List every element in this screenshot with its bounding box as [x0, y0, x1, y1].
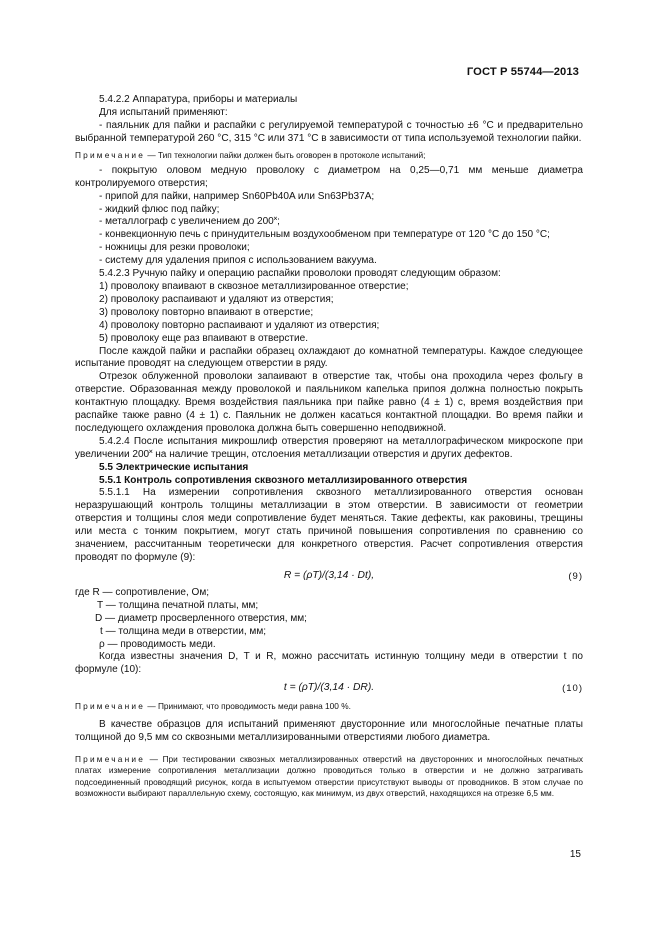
formula-10	[75, 679, 583, 697]
list-item: - покрытую оловом медную проволоку с диаметром на 0,25—0,71 мм меньше диаметра контролируемого отверстия;	[75, 164, 583, 189]
paragraph-intro: Для испытаний применяют:	[99, 106, 228, 118]
note-text: — Тип технологии пайки должен быть оговорен в протоколе испытаний;	[145, 149, 426, 160]
standard-header: ГОСТ Р 55744—2013	[466, 66, 579, 78]
definition-T: T — толщина печатной платы, мм;	[97, 599, 259, 611]
note-label: Примечание	[75, 754, 146, 765]
formula-9-expression: R = (ρT)/(3,14 · Dt),	[283, 569, 375, 581]
section-title-5-4-2-2: 5.4.2.2 Аппаратура, приборы и материалы	[99, 94, 298, 105]
paragraph-known-values: Когда известны значения D, T и R, можно рассчитать истинную толщину меди в отверстии t по формуле (10):	[75, 651, 583, 676]
note-soldering-technology	[75, 150, 583, 161]
page-number: 15	[569, 849, 581, 860]
note-label: Примечание	[75, 701, 146, 712]
step-item: 3) проволоку повторно впаивают в отверстие;	[99, 306, 314, 318]
step-item: 2) проволоку распаивают и удаляют из отверстия;	[99, 293, 334, 305]
list-item: - ножницы для резки проволоки;	[99, 242, 250, 254]
list-item: - жидкий флюс под пайку;	[99, 203, 220, 215]
list-item-soldering-iron: - паяльник для пайки и распайки с регулируемой температурой с точностью ±6 °С и предварительно выбранной температурой 260 °С, 315 °С или 371 °С в зависимости от типа используемой технологии пайки.	[75, 119, 583, 144]
note-testing	[75, 754, 583, 799]
note-label: Примечание	[75, 149, 146, 160]
formula-10-expression: t = (ρT)/(3,14 · DR).	[283, 682, 375, 694]
paragraph-wire: Отрезок облуженной проволоки запаивают в отверстие так, чтобы она проходила через фольгу в отверстие. Образованная между проволокой и паяльником капелька припоя должна полностью покрыть контактную площадку. Время воздействия паяльника при пайке равно (4 ± 1) с, время воздействия при распайке также равно (4 ± 1) с. Паяльник не должен касаться контактной площадки. Во время пайки и последующего охлаждения проволока должна быть совершенно неподвижной.	[75, 371, 583, 434]
definition-R: где R — сопротивление, Ом;	[75, 586, 210, 598]
page-content	[75, 94, 583, 803]
definition-D: D — диаметр просверленного отверстия, мм;	[95, 612, 307, 624]
spacer	[75, 745, 583, 750]
step-item: 5) проволоку еще раз впаивают в отверстие.	[99, 332, 309, 344]
paragraph-5-5-1-1: 5.5.1.1 На измерении сопротивления сквозного металлизированного отверстия основан неразрушающий контроль толщины металлизации в этом отверстии. В зависимости от геометрии отверстия и толщины слоя меди сопротивление будет меняться. Такие дефекты, как раковины, трещины или места с тонким покрытием, могут стать причиной повышения сопротивления по сравнению со значением, рассчитанным теоретически для конкретного отверстия. Расчет сопротивления отверстия проводят по формуле (9):	[75, 487, 583, 564]
note-text: — Принимают, что проводимость меди равна 100 %.	[145, 701, 351, 712]
list-item: - металлограф с увеличением до 200˟;	[99, 216, 280, 228]
step-item: 1) проволоку впаивают в сквозное металлизированное отверстие;	[99, 280, 409, 292]
step-item: 4) проволоку повторно распаивают и удаляют из отверстия;	[99, 319, 380, 331]
paragraph-cooling: После каждой пайки и распайки образец охлаждают до комнатной температуры. Каждое следующее испытание проводят на следующем отверстии в ряду.	[75, 345, 583, 370]
list-item: - систему для удаления припоя с использованием вакуума.	[99, 255, 377, 267]
definition-rho: ρ — проводимость меди.	[99, 638, 216, 650]
list-item: - припой для пайки, например Sn60Pb40A или Sn63Pb37A;	[99, 190, 375, 202]
definition-t: t — толщина меди в отверстии, мм;	[100, 625, 267, 637]
section-title-5-5: 5.5 Электрические испытания	[99, 461, 249, 473]
section-subtitle-5-5-1: 5.5.1 Контроль сопротивления сквозного металлизированного отверстия	[99, 474, 468, 486]
formula-9	[75, 567, 583, 585]
note-text: — При тестировании сквозных металлизированных отверстий на двусторонних и многослойных печатных платах измерение сопротивления металлизации должно проводиться только в отверстии и не должно затрагивать подсоединенный проводящий рисунок, когда в испытуемом отверстии присутствуют выводы от проводников. В этом случае по возможности выбирают параллельную схему, состоящую, как минимум, из двух отверстий, находящихся на отрезке 6,5 мм.	[75, 754, 583, 798]
note-conductivity	[75, 701, 583, 712]
list-item: - конвекционную печь с принудительным воздухообменом при температуре от 120 °С до 150 °С;	[99, 229, 550, 241]
formula-10-number: (10)	[562, 683, 583, 695]
formula-9-number: (9)	[568, 570, 583, 582]
paragraph-5-4-2-3-intro: 5.4.2.3 Ручную пайку и операцию распайки проволоки проводят следующим образом:	[99, 268, 501, 280]
paragraph-samples: В качестве образцов для испытаний применяют двусторонние или многослойные печатные платы толщиной до 9,5 мм со сквозными металлизированными отверстиями любого диаметра.	[75, 719, 583, 744]
formula-definitions	[75, 587, 583, 652]
paragraph-5-4-2-4: 5.4.2.4 После испытания микрошлиф отверстия проверяют на металлографическом микроскопе при увеличении 200˟ на наличие трещин, отслоения металлизации отверстия и других дефектов.	[75, 435, 583, 460]
